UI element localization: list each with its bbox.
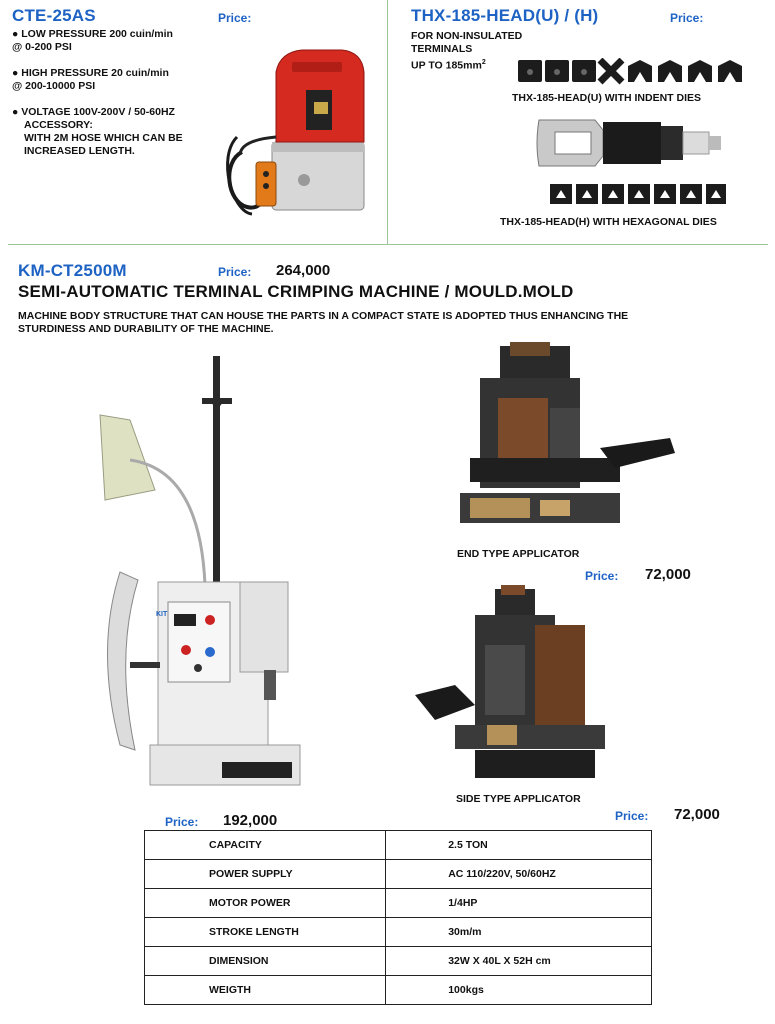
spec-value: 30m/m xyxy=(386,918,652,947)
table-row xyxy=(145,918,652,947)
horizontal-divider xyxy=(8,244,768,245)
km-price: 264,000 xyxy=(276,262,331,279)
table-row xyxy=(145,831,652,860)
km-heading: SEMI-AUTOMATIC TERMINAL CRIMPING MACHINE / MOULD.MOLD xyxy=(18,282,574,301)
table-row xyxy=(145,860,652,889)
spec-value: 2.5 TON xyxy=(386,831,652,860)
table-row xyxy=(145,889,652,918)
spec-label: CAPACITY xyxy=(145,831,386,860)
machine-price: 192,000 xyxy=(223,812,278,829)
spec-label: POWER SUPPLY xyxy=(145,860,386,889)
spec-table xyxy=(144,830,652,1005)
cte-spec-item: ● LOW PRESSURE 200 cuin/min @ 0-200 PSI xyxy=(12,28,173,53)
spec-label: DIMENSION xyxy=(145,947,386,976)
thx-price-label: Price: xyxy=(670,11,704,25)
cte-title: CTE-25AS xyxy=(12,6,96,25)
end-applicator-image xyxy=(440,338,680,538)
cte-spec-item: ● VOLTAGE 100V-200V / 50-60HZ ACCESSORY: WITH 2M HOSE WHICH CAN BE INCREASED LENGTH. xyxy=(12,106,183,157)
crimp-head-image xyxy=(535,112,725,174)
side-applicator-price-label: Price: xyxy=(615,809,649,823)
spec-value: 32W X 40L X 52H cm xyxy=(386,947,652,976)
thx-title: THX-185-HEAD(U) / (H) xyxy=(411,6,599,25)
side-applicator-caption: SIDE TYPE APPLICATOR xyxy=(456,793,581,805)
end-applicator-caption: END TYPE APPLICATOR xyxy=(457,548,580,560)
hexagonal-dies-image xyxy=(548,182,728,206)
thx-h-caption: THX-185-HEAD(H) WITH HEXAGONAL DIES xyxy=(500,216,717,228)
spec-value: 1/4HP xyxy=(386,889,652,918)
thx-u-caption: THX-185-HEAD(U) WITH INDENT DIES xyxy=(512,92,702,104)
cte-price-label: Price: xyxy=(218,11,252,25)
km-title: KM-CT2500M xyxy=(18,261,127,280)
crimping-machine-image xyxy=(90,350,310,805)
spec-label: WEIGTH xyxy=(145,976,386,1005)
hydraulic-pump-image xyxy=(222,42,372,222)
thx-description: FOR NON-INSULATED TERMINALS UP TO $185mm^2$ xyxy=(411,30,523,72)
km-description: MACHINE BODY STRUCTURE THAT CAN HOUSE THE PARTS IN A COMPACT STATE IS ADOPTED THUS ENHANCING THE STURDINESS AND DURABILITY OF THE MACHINE. xyxy=(18,310,629,335)
machine-price-label: Price: xyxy=(165,815,199,829)
cte-spec-list xyxy=(12,28,232,158)
vertical-divider xyxy=(387,0,388,244)
spec-value: AC 110/220V, 50/60HZ xyxy=(386,860,652,889)
km-price-label: Price: xyxy=(218,265,252,279)
table-row xyxy=(145,947,652,976)
side-applicator-image xyxy=(415,585,615,785)
end-applicator-price-label: Price: xyxy=(585,569,619,583)
indent-dies-image xyxy=(518,58,748,86)
end-applicator-price: 72,000 xyxy=(645,566,691,583)
table-row xyxy=(145,976,652,1005)
machine-badge: KIT xyxy=(156,611,168,618)
spec-value: 100kgs xyxy=(386,976,652,1005)
spec-label: STROKE LENGTH xyxy=(145,918,386,947)
side-applicator-price: 72,000 xyxy=(674,806,720,823)
cte-spec-item: ● HIGH PRESSURE 20 cuin/min @ 200-10000 PSI xyxy=(12,67,169,92)
spec-label: MOTOR POWER xyxy=(145,889,386,918)
